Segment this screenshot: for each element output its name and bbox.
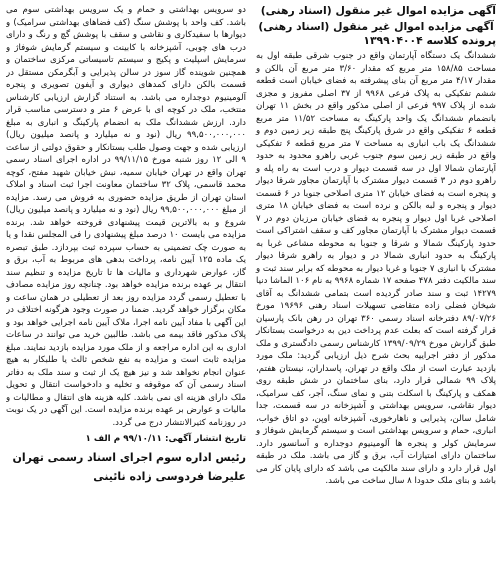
right-column-body: ششدانگ یک دستگاه آپارتمان واقع در جنوب شرقی طبقه اول به مساحت ۱۵۸/۸۵ متر مربع که مقدار ۳/۶۰ متر مربع آن بالکن و مقدار ۴/۱۷ متر مربع آن بنای پیشرفته به فضای خیابان است قطعه ششم تفکیکی به پلاک فرعی ۹۹۶۸ از ۳۷ اصلی مفروز و مجزی شده از پلاک ۹۹۷ فرعی از اصلی مذکور واقع در بخش ۱۱ تهران بانضمام ششدانگ یک واحد پارکینگ به مساحت ۱۱/۵۲ متر مربع قطعه ۶ تفکیکی واقع در شرق پارکینگ پنج طبقه زیر زمین دوم و ششدانگ یک باب انباری به مساحت ۷ متر مربع قطعه ۶ تفکیکی واقع در طبقه زیر زمین سوم جنوب غربی راهرو محدود به حدود آپارتمان شمالا اول در سه قسمت دیوار و درب است به راه پله و راهرو دوم در ۳ قسمت دیوار مشترک با آپارتمان مجاور شرقا دیوار و پنجره است به فضای خیابان ۱۲ متری اصلاحی جنوبا در ۶ قسمت دیوار و پنجره و لبه بالکن و نرده است به فضای خیابان ۱۸ متری اصلاحی غربا اول دیوار و پنجره به فضای خیابان مرزبان دوم در ۷ قسمت دیوار مشترک با آپارتمان مجاور کف و سقف اشتراکی است حدود پارکینگ شمالا و شرقا و جنوبا به محوطه مشاعی غربا به پارکینگ به حدود انباری شمالا در و دیوار به راهرو شرقا دیوار مشترک با انباری ۷ جنوبا و غربا دیوار به محوطه که برابر سند ثبت و سند مالکیت دفتر ۴۷۸ صفحه ۱۷ شماره ۹۹۶۸ به نام ۱۰۶ الماشا دنیا ۱۴۲۷۹ ثبت و سند صادر گردیده است بتمامی ششدانگ به آقای شیخان فضلی زاده متقاضی تسهیلات اسناد رهنی ۱۹۶۹۶ مورخ ۸۹/۰۷/۲۶ دفترخانه اسناد رسمی ۳۶۰ تهران در رهن بانک پارسیان قرار گرفته است که بعلت عدم پرداخت دین به درخواست بستانکار طبق گزارش مورخ ۱۳۹۹/۰۹/۲۹ کارشناس رسمی دادگستری و ملک مذکور از دفتر اجراییه بحث شرح ذیل ارزیابی گردید: ملک مورد بازدید عبارت است از ملک واقع در تهران، پاسداران، نیستان هفتم، پلاک ۹۹ شمالی قرار دارد، بنای ساختمان در شش طبقه روی همکف و پارکینگ با اسکلت بتنی و نمای سنگ، آجر، کف سرامیک، دیوار نقاشی، سرویس بهداشتی و آشپزخانه در سه قسمت، جدا شامل سالن، پذیرایی و ناهارخوری، آشپزخانه اوپن، دو اتاق خواب، انباری، حمام و سرویس بهداشتی است و سیستم گرمایش شوفاژ و سرمایش کولر و پنجره ها آلومینیوم دوجداره و آسانسور دارد. ساختمان دارای امتیازات آب، برق و گاز می باشد. ملک در طبقه اول قرار دارد و دارای سند مالکیت می باشد که دارای پایان کار می باشد و بنای ملک حدودا ۸ سال ساخت می باشد. (256, 51, 496, 486)
notice-columns (6, 4, 496, 572)
notice-headline-1: آگهی مزایده اموال غیر منقول (اسناد رهنی) (260, 4, 496, 17)
publication-date: تاریخ انتشار آگهی: ۹۹/۱۰/۱۱ م الف ۱ (85, 434, 246, 444)
left-column-body: دو سرویس بهداشتی و حمام و یک سرویس بهداشتی سوم می باشد. کف واحد با پوشش سنگ (کف فضاهای بهداشتی سرامیک) و دیوارها با سفیدکاری و نقاشی و سقف با پوشش گچ و رنگ و دارای درب های چوبی، آشپزخانه با کابینت و سیستم گرمایش شوفاژ و سرمایش اسپلیت و پکیج و سیستم تاسیساتی مرکزی ساختمان و همچنین شوینده گاز سوز در سالن پذیرایی و آبگرمکن مستقل در قسمت بالکن دارای کمدهای دیواری و آیفون تصویری و پنجره آلومینیوم دوجداره می باشد. به استناد گزارش ارزیابی کارشناس منتخب، ملک در کوچه ای با عرض ۶ متر و دسترسی مناسب قرار دارد. ارزش ششدانگ ملک به انضمام پارکینگ و انباری به مبلغ ۹۹,۵۰۰,۰۰۰,۰۰۰ ریال (نود و نه میلیارد و پانصد میلیون ریال) ارزیابی شده و جهت وصول طلب بستانکار و حقوق دولتی از ساعت ۹ الی ۱۲ روز شنبه مورخ ۹۹/۱۱/۱۵ در اداره اجرای اسناد رسمی تهران واقع در تهران خیابان سمیه، نبش خیابان شهید مفتح، کوچه محمد قاسمی، پلاک ۳۲ ساختمان معاونت اجرا ثبت اسناد و املاک استان تهران از طریق مزایده حضوری به فروش می رسد. مزایده از مبلغ ۹۹,۵۰۰,۰۰۰,۰۰۰ ریال (نود و نه میلیارد و پانصد میلیون ریال) شروع و به بالاترین قیمت پیشنهادی فروخته خواهد شد. برنده مزایده می بایست ۱۰ درصد مبلغ پیشنهادی را فی المجلس نقدا و یا به صورت چک تضمینی به حساب سپرده ثبت بپردازد. طبق تبصره یک ماده ۱۲۵ آیین نامه، پرداخت بدهی های مربوط به آب، برق و گاز، عوارض شهرداری و مالیات ها تا تاریخ مزایده و تنظیم سند انتقال بر عهده برنده مزایده خواهد بود. چنانچه روز مزایده مصادف با تعطیل رسمی گردد مزایده روز بعد از تعطیلی در همان ساعت و مکان برگزار خواهد گردید. ضمنا در صورت وجود هرگونه اختلاف در این آگهی با مفاد آیین نامه اجرا، ملاک آیین نامه اجرایی خواهد بود و پلاک مذکور فاقد بیمه می باشد. طالبین خرید می توانند در ساعات اداری به این اداره مراجعه و از ملک مورد مزایده بازدید نمایند. مبلغ مزایده ثابت است و مزایده به نفع شخص ثالث یا طلبکار به هیچ عنوان انجام نخواهد شد و نیز هیچ یک از ثبت و سند ملک به دفاتر اسناد رسمی آن که موقوفه و تخلیه و دادخواست انتقال و تحویل ملک دارای هزینه ای نمی باشد. کلیه هزینه های انتقال و مطالبات و مالیات و عوارض بر عهده برنده مزایده است. این آگهی در یک نوبت در روزنامه کثیرالانتشار درج می گردد. (6, 5, 246, 428)
left-column (6, 4, 248, 572)
signature-title: رئیس اداره سوم اجرای اسناد رسمی تهران (12, 450, 246, 464)
notice-headline-2: آگهی مزایده اموال غیر منقول (اسناد رهنی) پرونده کلاسه ۱۳۹۹۰۴۰۰۴ (258, 20, 496, 47)
right-column (254, 4, 496, 572)
signature-name: علیرضا فردوسی زاده نائینی (93, 469, 246, 483)
